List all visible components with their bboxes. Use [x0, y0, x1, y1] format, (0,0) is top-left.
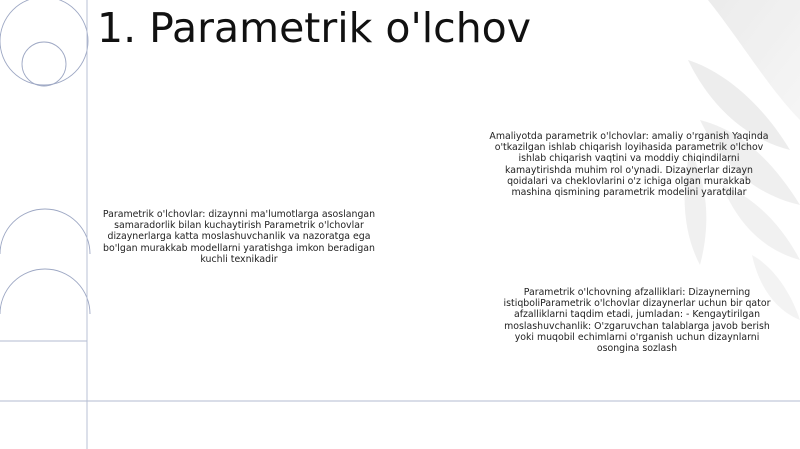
- arc-lower: [0, 269, 90, 314]
- circle-large: [0, 0, 88, 85]
- arc-upper: [0, 209, 90, 254]
- circle-small: [22, 42, 66, 86]
- text-block-definition: Parametrik o'lchovlar: dizaynni ma'lumotlarga asoslangan samaradorlik bilan kuchaytirish Parametrik o'lchovlar dizaynerlarga katta moslashuvchanlik va nazoratga ega bo'lgan murakkab modellarni yaratishga imkon beradigan kuchli texnikadir: [102, 209, 376, 265]
- slide-title: 1. Parametrik o'lchov: [97, 4, 532, 52]
- text-block-advantages: Parametrik o'lchovning afzalliklari: Dizaynerning istiqboliParametrik o'lchovlar dizaynerlar uchun bir qator afzalliklarni taqdim etadi, jumladan: - Kengaytirilgan moslashuvchanlik: O'zgaruvchan talablarga javob berish yoki muqobil echimlarni o'rganish uchun dizaynlarni osongina sozlash: [503, 287, 771, 355]
- arcs-left: [0, 209, 90, 314]
- circles-top-left: [0, 0, 88, 86]
- text-block-practice: Amaliyotda parametrik o'lchovlar: amaliy o'rganish Yaqinda o'tkazilgan ishlab chiqarish loyihasida parametrik o'lchov ishlab chiqarish vaqtini va moddiy chiqindilarni kamaytirishda muhim rol o'ynadi. Dizaynerlar dizayn qoidalari va cheklovlarini o'z ichiga olgan murakkab mashina qismining parametrik modelini yaratdilar: [489, 131, 769, 199]
